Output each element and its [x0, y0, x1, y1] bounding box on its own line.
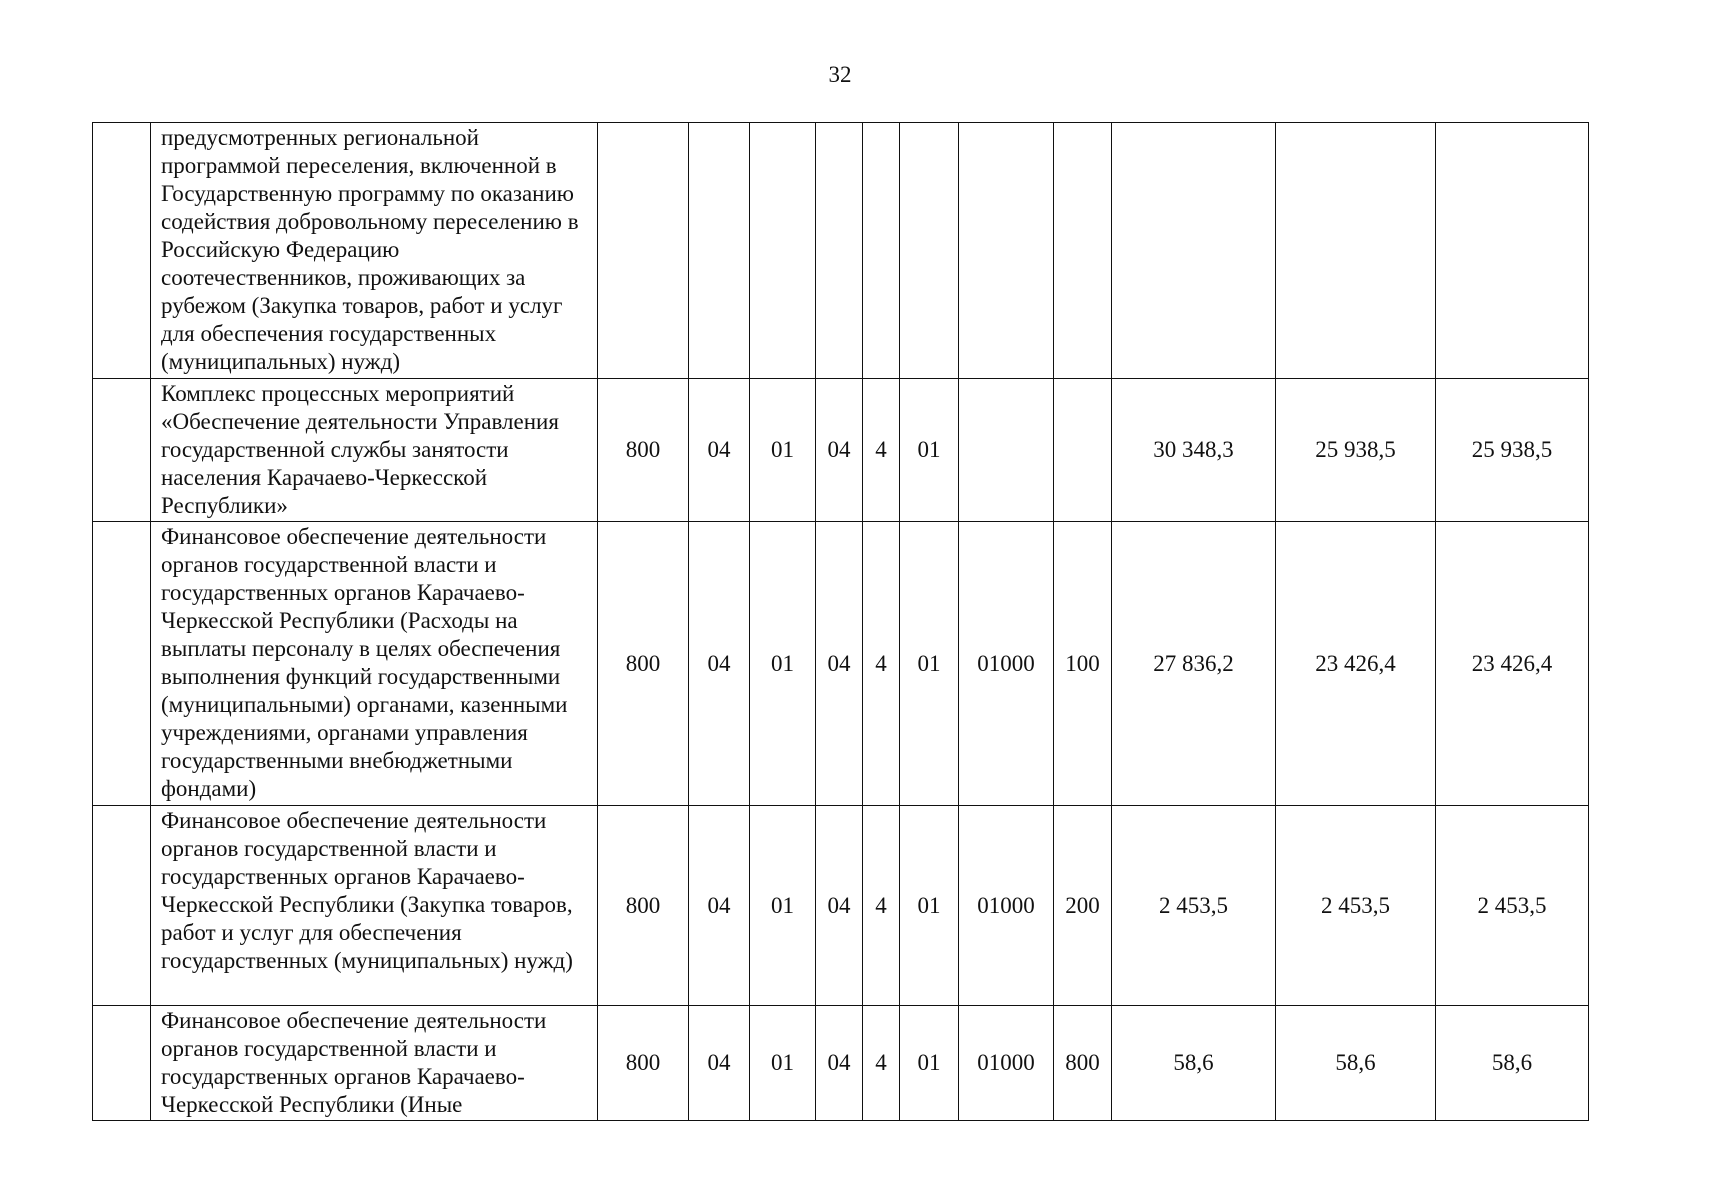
program-cell: 04 — [816, 806, 863, 1006]
row-number-cell — [93, 806, 151, 1006]
table-row — [93, 1006, 1589, 1121]
amount-1-cell: 30 348,3 — [1112, 379, 1276, 522]
direction-cell: 01000 — [959, 806, 1054, 1006]
amount-2-cell: 2 453,5 — [1276, 806, 1436, 1006]
amount-2-cell — [1276, 123, 1436, 379]
subprogram-type-cell: 4 — [863, 1006, 900, 1121]
page-number: 32 — [828, 62, 852, 87]
expense-type-cell: 200 — [1054, 806, 1112, 1006]
subprogram-cell: 01 — [900, 806, 959, 1006]
amount-2-cell: 25 938,5 — [1276, 379, 1436, 522]
table-row — [93, 806, 1589, 1006]
description-cell: Комплекс процессных мероприятий «Обеспечение деятельности Управления государственной службы занятости населения Карачаево-Черкесской Республики» — [151, 379, 598, 522]
amount-3-cell: 23 426,4 — [1436, 522, 1589, 806]
ministry-cell: 800 — [598, 806, 689, 1006]
row-number-cell — [93, 522, 151, 806]
description-cell: Финансовое обеспечение деятельности органов государственной власти и государственных органов Карачаево-Черкесской Республики (Иные — [151, 1006, 598, 1121]
subprogram-cell — [900, 123, 959, 379]
subprogram-cell: 01 — [900, 1006, 959, 1121]
subprogram-type-cell: 4 — [863, 379, 900, 522]
amount-1-cell: 2 453,5 — [1112, 806, 1276, 1006]
section-cell: 04 — [689, 806, 750, 1006]
program-cell: 04 — [816, 379, 863, 522]
section-cell: 04 — [689, 1006, 750, 1121]
amount-2-cell: 23 426,4 — [1276, 522, 1436, 806]
section-cell: 04 — [689, 379, 750, 522]
amount-1-cell — [1112, 123, 1276, 379]
direction-cell — [959, 379, 1054, 522]
expense-type-cell — [1054, 379, 1112, 522]
table-row — [93, 123, 1589, 379]
table-row — [93, 379, 1589, 522]
ministry-cell: 800 — [598, 379, 689, 522]
amount-1-cell: 58,6 — [1112, 1006, 1276, 1121]
amount-1-cell: 27 836,2 — [1112, 522, 1276, 806]
expense-type-cell: 100 — [1054, 522, 1112, 806]
subsection-cell: 01 — [750, 806, 816, 1006]
subprogram-cell: 01 — [900, 522, 959, 806]
subsection-cell: 01 — [750, 379, 816, 522]
direction-cell: 01000 — [959, 522, 1054, 806]
expense-type-cell — [1054, 123, 1112, 379]
amount-3-cell: 25 938,5 — [1436, 379, 1589, 522]
amount-2-cell: 58,6 — [1276, 1006, 1436, 1121]
table-row — [93, 522, 1589, 806]
row-number-cell — [93, 123, 151, 379]
subprogram-type-cell — [863, 123, 900, 379]
amount-3-cell: 2 453,5 — [1436, 806, 1589, 1006]
ministry-cell — [598, 123, 689, 379]
amount-3-cell — [1436, 123, 1589, 379]
subprogram-type-cell: 4 — [863, 806, 900, 1006]
program-cell — [816, 123, 863, 379]
direction-cell: 01000 — [959, 1006, 1054, 1121]
section-cell — [689, 123, 750, 379]
description-cell: Финансовое обеспечение деятельности органов государственной власти и государственных органов Карачаево-Черкесской Республики (Расходы на выплаты персоналу в целях обеспечения выполнения функций государственными (муниципальными) органами, казенными учреждениями, органами управления государственными внебюджетными фондами) — [151, 522, 598, 806]
subprogram-type-cell: 4 — [863, 522, 900, 806]
section-cell: 04 — [689, 522, 750, 806]
row-number-cell — [93, 1006, 151, 1121]
description-cell: Финансовое обеспечение деятельности органов государственной власти и государственных органов Карачаево-Черкесской Республики (Закупка товаров, работ и услуг для обеспечения государственных (муниципальных) нужд) — [151, 806, 598, 1006]
program-cell: 04 — [816, 522, 863, 806]
ministry-cell: 800 — [598, 1006, 689, 1121]
ministry-cell: 800 — [598, 522, 689, 806]
subsection-cell — [750, 123, 816, 379]
amount-3-cell: 58,6 — [1436, 1006, 1589, 1121]
budget-table — [92, 122, 1589, 1121]
program-cell: 04 — [816, 1006, 863, 1121]
subprogram-cell: 01 — [900, 379, 959, 522]
expense-type-cell: 800 — [1054, 1006, 1112, 1121]
description-cell: предусмотренных региональной программой переселения, включенной в Государственную программу по оказанию содействия добровольному переселению в Российскую Федерацию соотечественников, проживающих за рубежом (Закупка товаров, работ и услуг для обеспечения государственных (муниципальных) нужд) — [151, 123, 598, 379]
subsection-cell: 01 — [750, 522, 816, 806]
direction-cell — [959, 123, 1054, 379]
row-number-cell — [93, 379, 151, 522]
subsection-cell: 01 — [750, 1006, 816, 1121]
